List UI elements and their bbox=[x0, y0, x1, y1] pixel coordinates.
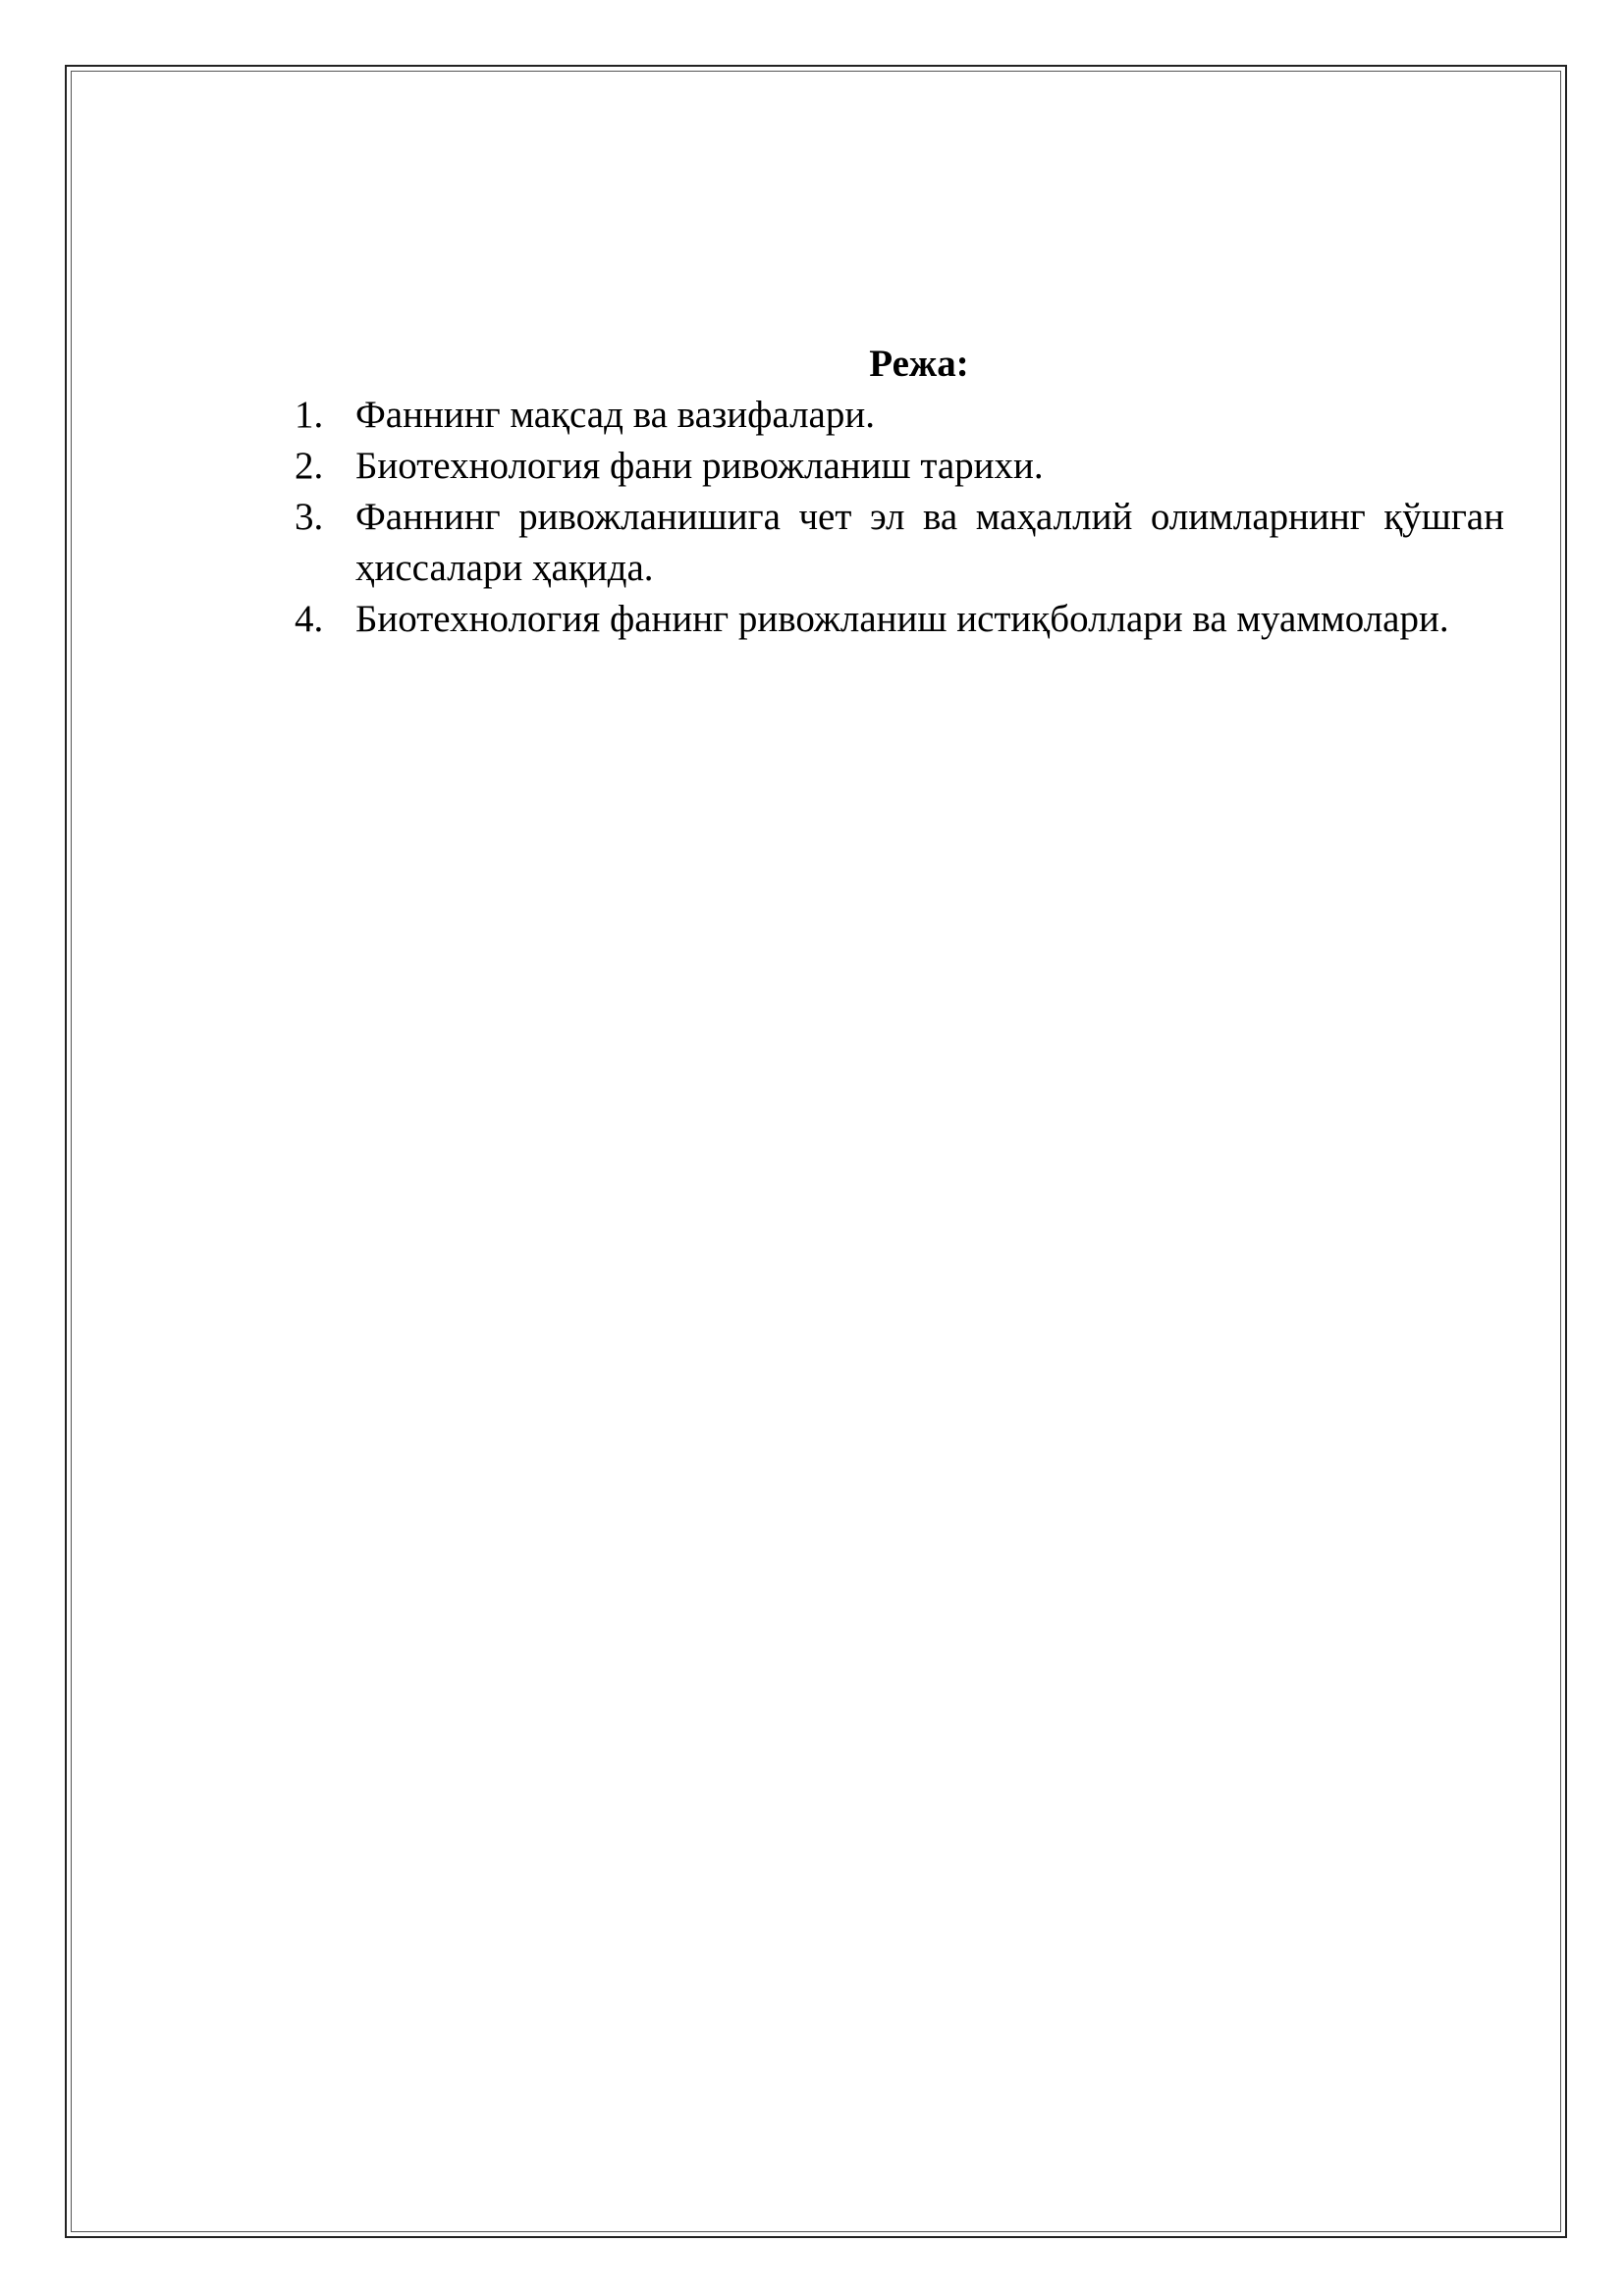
list-item bbox=[295, 390, 1504, 441]
list-item-number: 4. bbox=[295, 598, 324, 640]
list-item-text: Биотехнология фани ривожланиш тарихи. bbox=[355, 445, 1044, 487]
list-item-text: Фаннинг мақсад ва вазифалари. bbox=[355, 394, 875, 436]
list-item-text: Биотехнология фанинг ривожланиш истиқболлари ва муаммолари. bbox=[355, 598, 1449, 640]
list-item-number: 3. bbox=[295, 496, 324, 538]
list-item bbox=[295, 492, 1504, 594]
list-item bbox=[295, 594, 1504, 645]
list-item bbox=[295, 441, 1504, 492]
plan-heading: Режа: bbox=[869, 343, 969, 385]
document-content bbox=[295, 339, 1504, 645]
plan-list bbox=[295, 390, 1504, 645]
list-item-number: 2. bbox=[295, 445, 324, 487]
list-item-text: Фаннинг ривожланишига чет эл ва маҳаллий олимларнинг қўшган ҳиссалари ҳақида. bbox=[355, 496, 1504, 589]
list-item-number: 1. bbox=[295, 394, 324, 436]
